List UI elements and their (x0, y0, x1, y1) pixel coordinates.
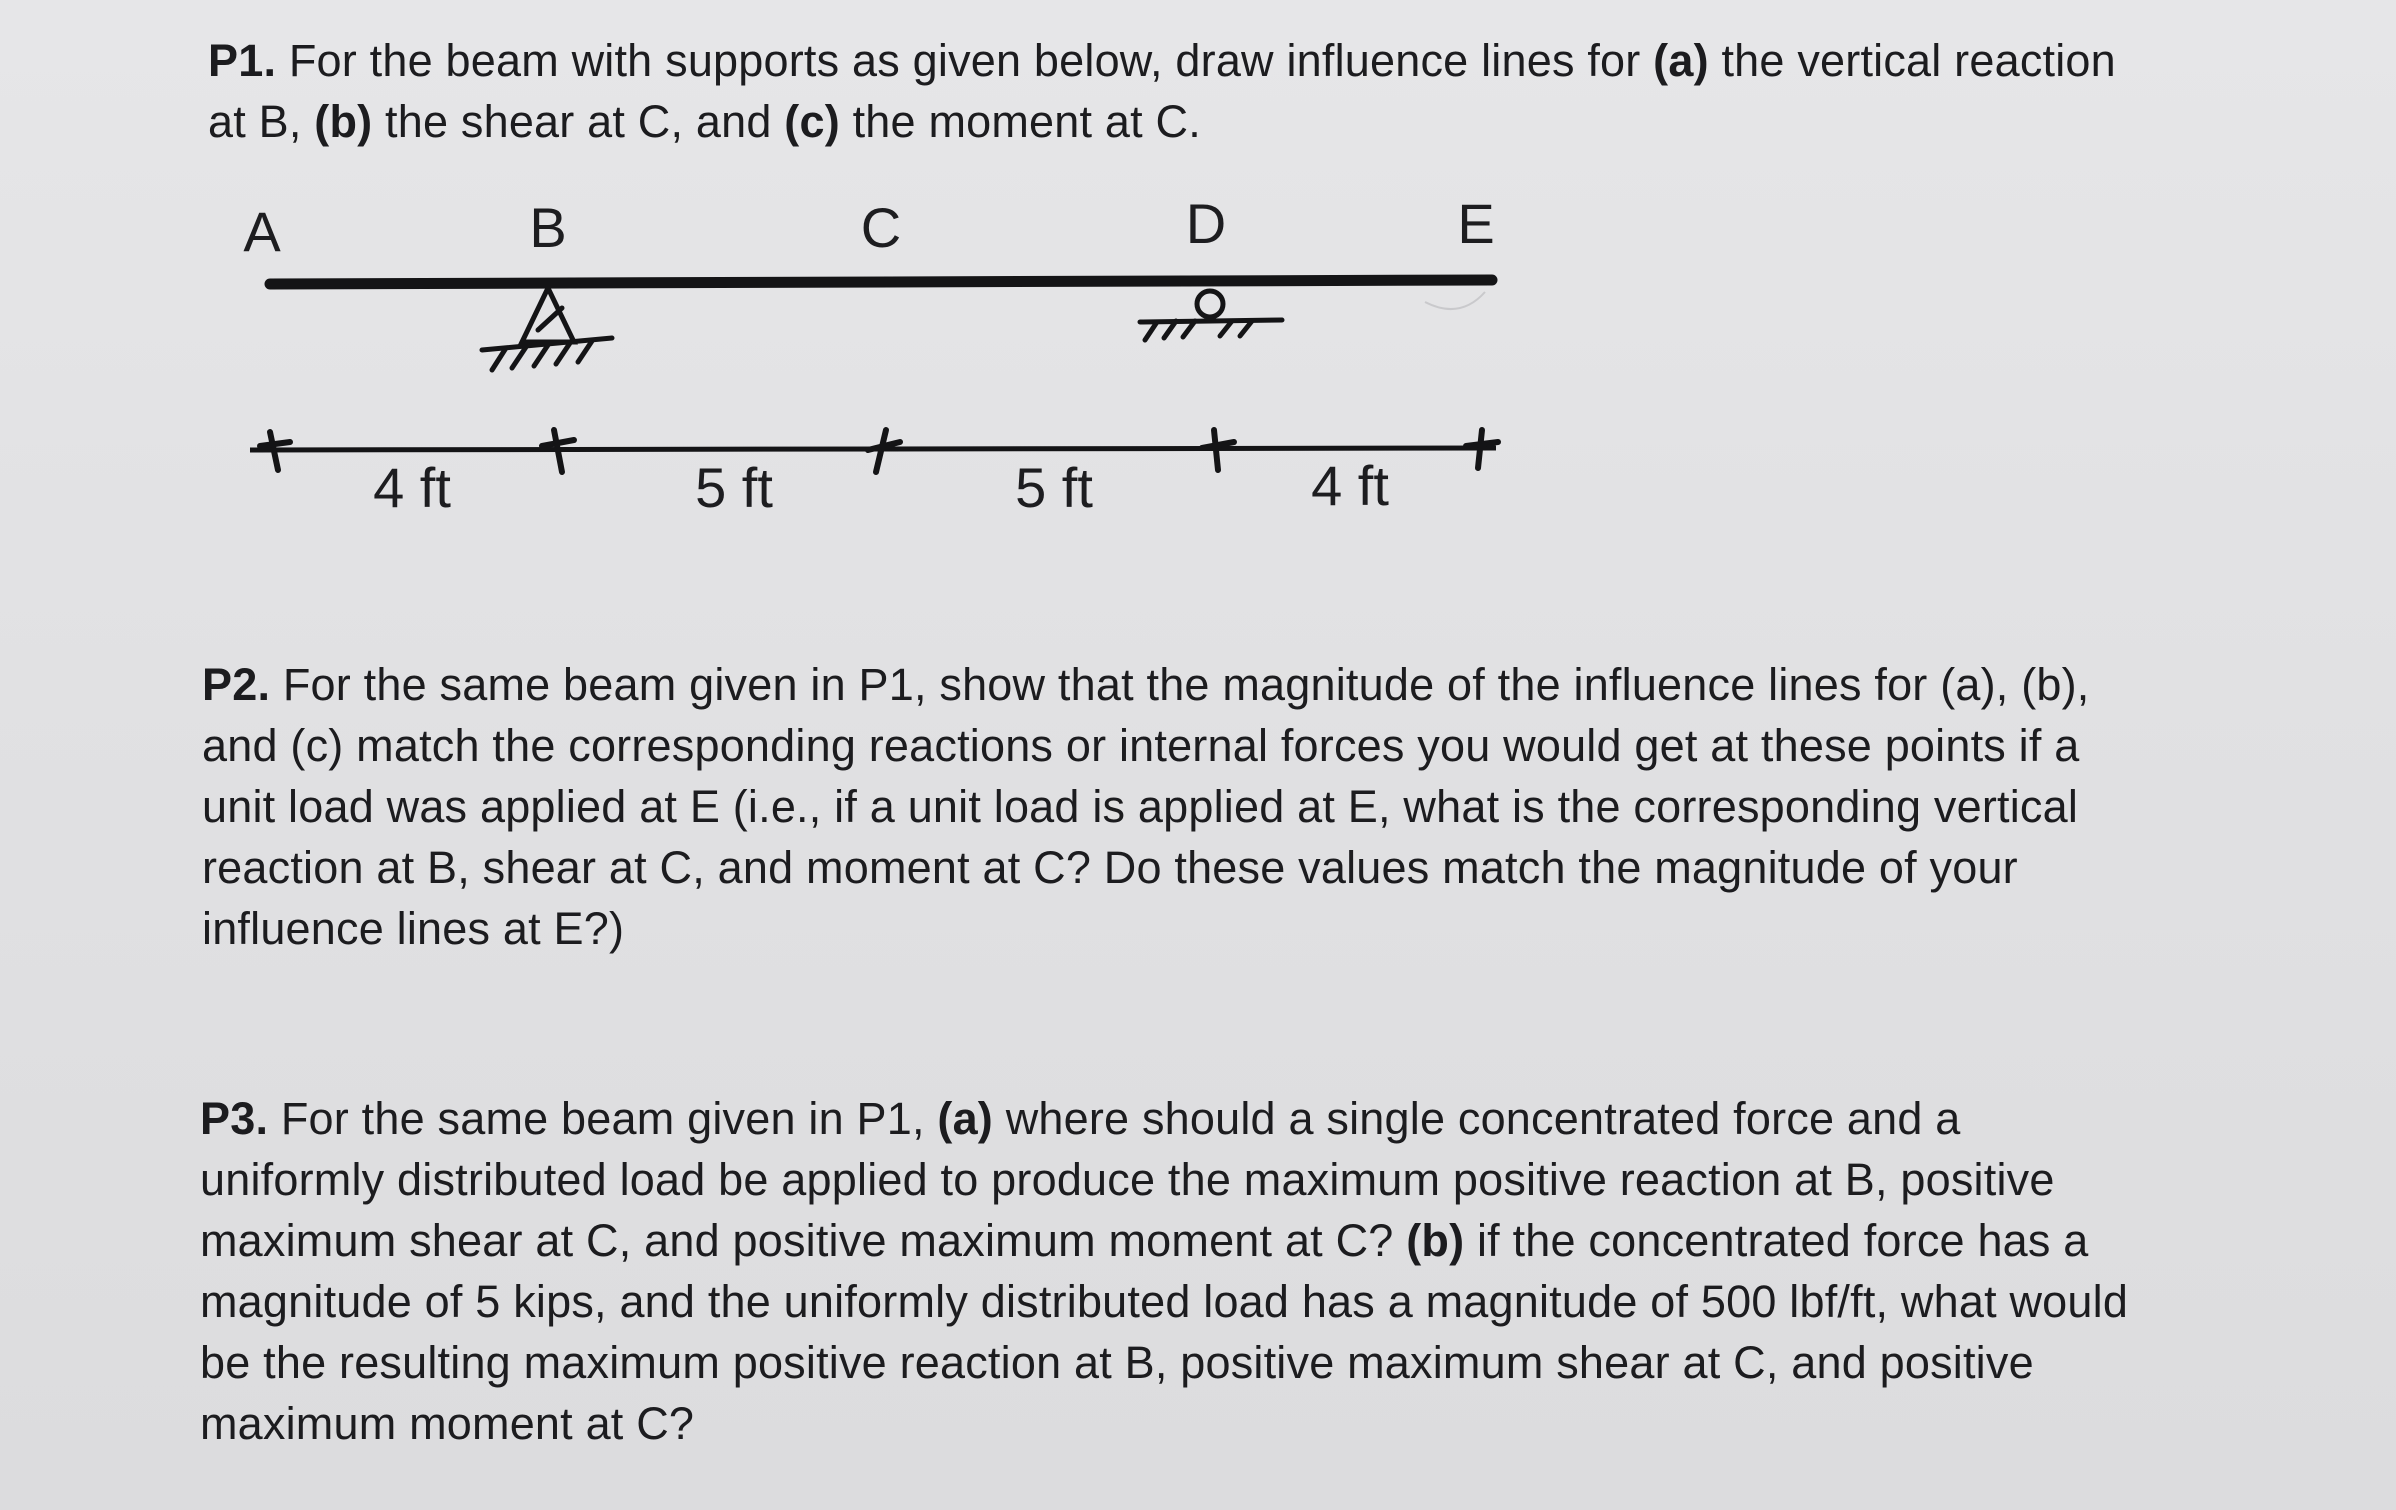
problem-3-line-3 (200, 1210, 2128, 1271)
roller-support-D (1140, 291, 1282, 340)
problem-3-line-2: uniformly distributed load be applied to produce the maximum positive reaction at B, positive (200, 1154, 2055, 1205)
dimension-label-DE: 4 ft (1311, 454, 1389, 517)
point-label-D: D (1185, 192, 1227, 255)
problem-3-line-6: maximum moment at C? (200, 1398, 695, 1449)
problem-3-line-5: be the resulting maximum positive reaction at B, positive maximum shear at C, and positive (200, 1337, 2034, 1388)
tick-D (1214, 430, 1218, 470)
problem-2-text (202, 654, 2090, 959)
dimension-label-CD: 5 ft (1015, 456, 1093, 519)
part-a-label: (a) (1653, 35, 1709, 86)
tick-B-cross (542, 440, 574, 446)
point-label-A: A (243, 200, 281, 263)
part-b-label: (b) (314, 96, 373, 147)
tick-E (1478, 430, 1482, 468)
tick-B (554, 430, 562, 472)
tick-A-cross (260, 442, 290, 446)
problem-2-line-3: unit load was applied at E (i.e., if a unit load is applied at E, what is the corresponding vertical (202, 781, 2079, 832)
part-c-label: (c) (784, 96, 840, 147)
dimension-label-BC: 5 ft (695, 456, 773, 519)
point-label-E: E (1457, 192, 1495, 255)
problem-3-line-1 (200, 1088, 2128, 1149)
problem-3-text-part: where should a single concentrated force and a (993, 1093, 1961, 1144)
problem-1-text-part: For the beam with supports as given below, draw influence lines for (288, 35, 1654, 86)
point-label-B: B (529, 196, 567, 259)
beam-diagram (220, 180, 1560, 540)
tick-A (270, 432, 278, 470)
problem-2-line-1 (202, 654, 2090, 715)
problem-3-text-part: For the same beam given in P1, (268, 1093, 938, 1144)
problem-1-line-2 (208, 91, 2116, 152)
problem-3-label: P3. (200, 1093, 269, 1144)
problem-2-line-4: reaction at B, shear at C, and moment at C? Do these values match the magnitude of your (202, 842, 2018, 893)
problem-3-text-part: if the concentrated force has a (1464, 1215, 2089, 1266)
erased-mark (1425, 292, 1485, 309)
problem-2-text-part: For the same beam given in P1, show that the magnitude of the influence lines for (a), (b), (270, 659, 2090, 710)
dimension-label-AB: 4 ft (373, 456, 451, 519)
problem-1-text (208, 30, 2116, 152)
part-b-label: (b) (1406, 1215, 1465, 1266)
problem-3-text (200, 1088, 2128, 1454)
problem-1-text-part: the moment at C. (839, 96, 1201, 147)
problem-1-text-part: the vertical reaction (1708, 35, 2116, 86)
problem-1-text-part: the shear at C, and (372, 96, 785, 147)
beam-line (270, 280, 1492, 284)
part-a-label: (a) (937, 1093, 993, 1144)
pin-support-B (482, 288, 612, 370)
problem-1-line-1 (208, 30, 2116, 91)
point-label-C: C (860, 196, 902, 259)
problem-2-line-5: influence lines at E?) (202, 903, 625, 954)
problem-2-line-2: and (c) match the corresponding reactions or internal forces you would get at these points if a (202, 720, 2080, 771)
problem-3-line-4: magnitude of 5 kips, and the uniformly distributed load has a magnitude of 500 lbf/ft, what would (200, 1276, 2129, 1327)
problem-3-text-part: maximum shear at C, and positive maximum moment at C? (200, 1215, 1407, 1266)
tick-E-cross (1466, 442, 1498, 446)
problem-1-label: P1. (208, 35, 277, 86)
problem-2-label: P2. (202, 659, 271, 710)
problem-1-text-part: at B, (208, 96, 315, 147)
